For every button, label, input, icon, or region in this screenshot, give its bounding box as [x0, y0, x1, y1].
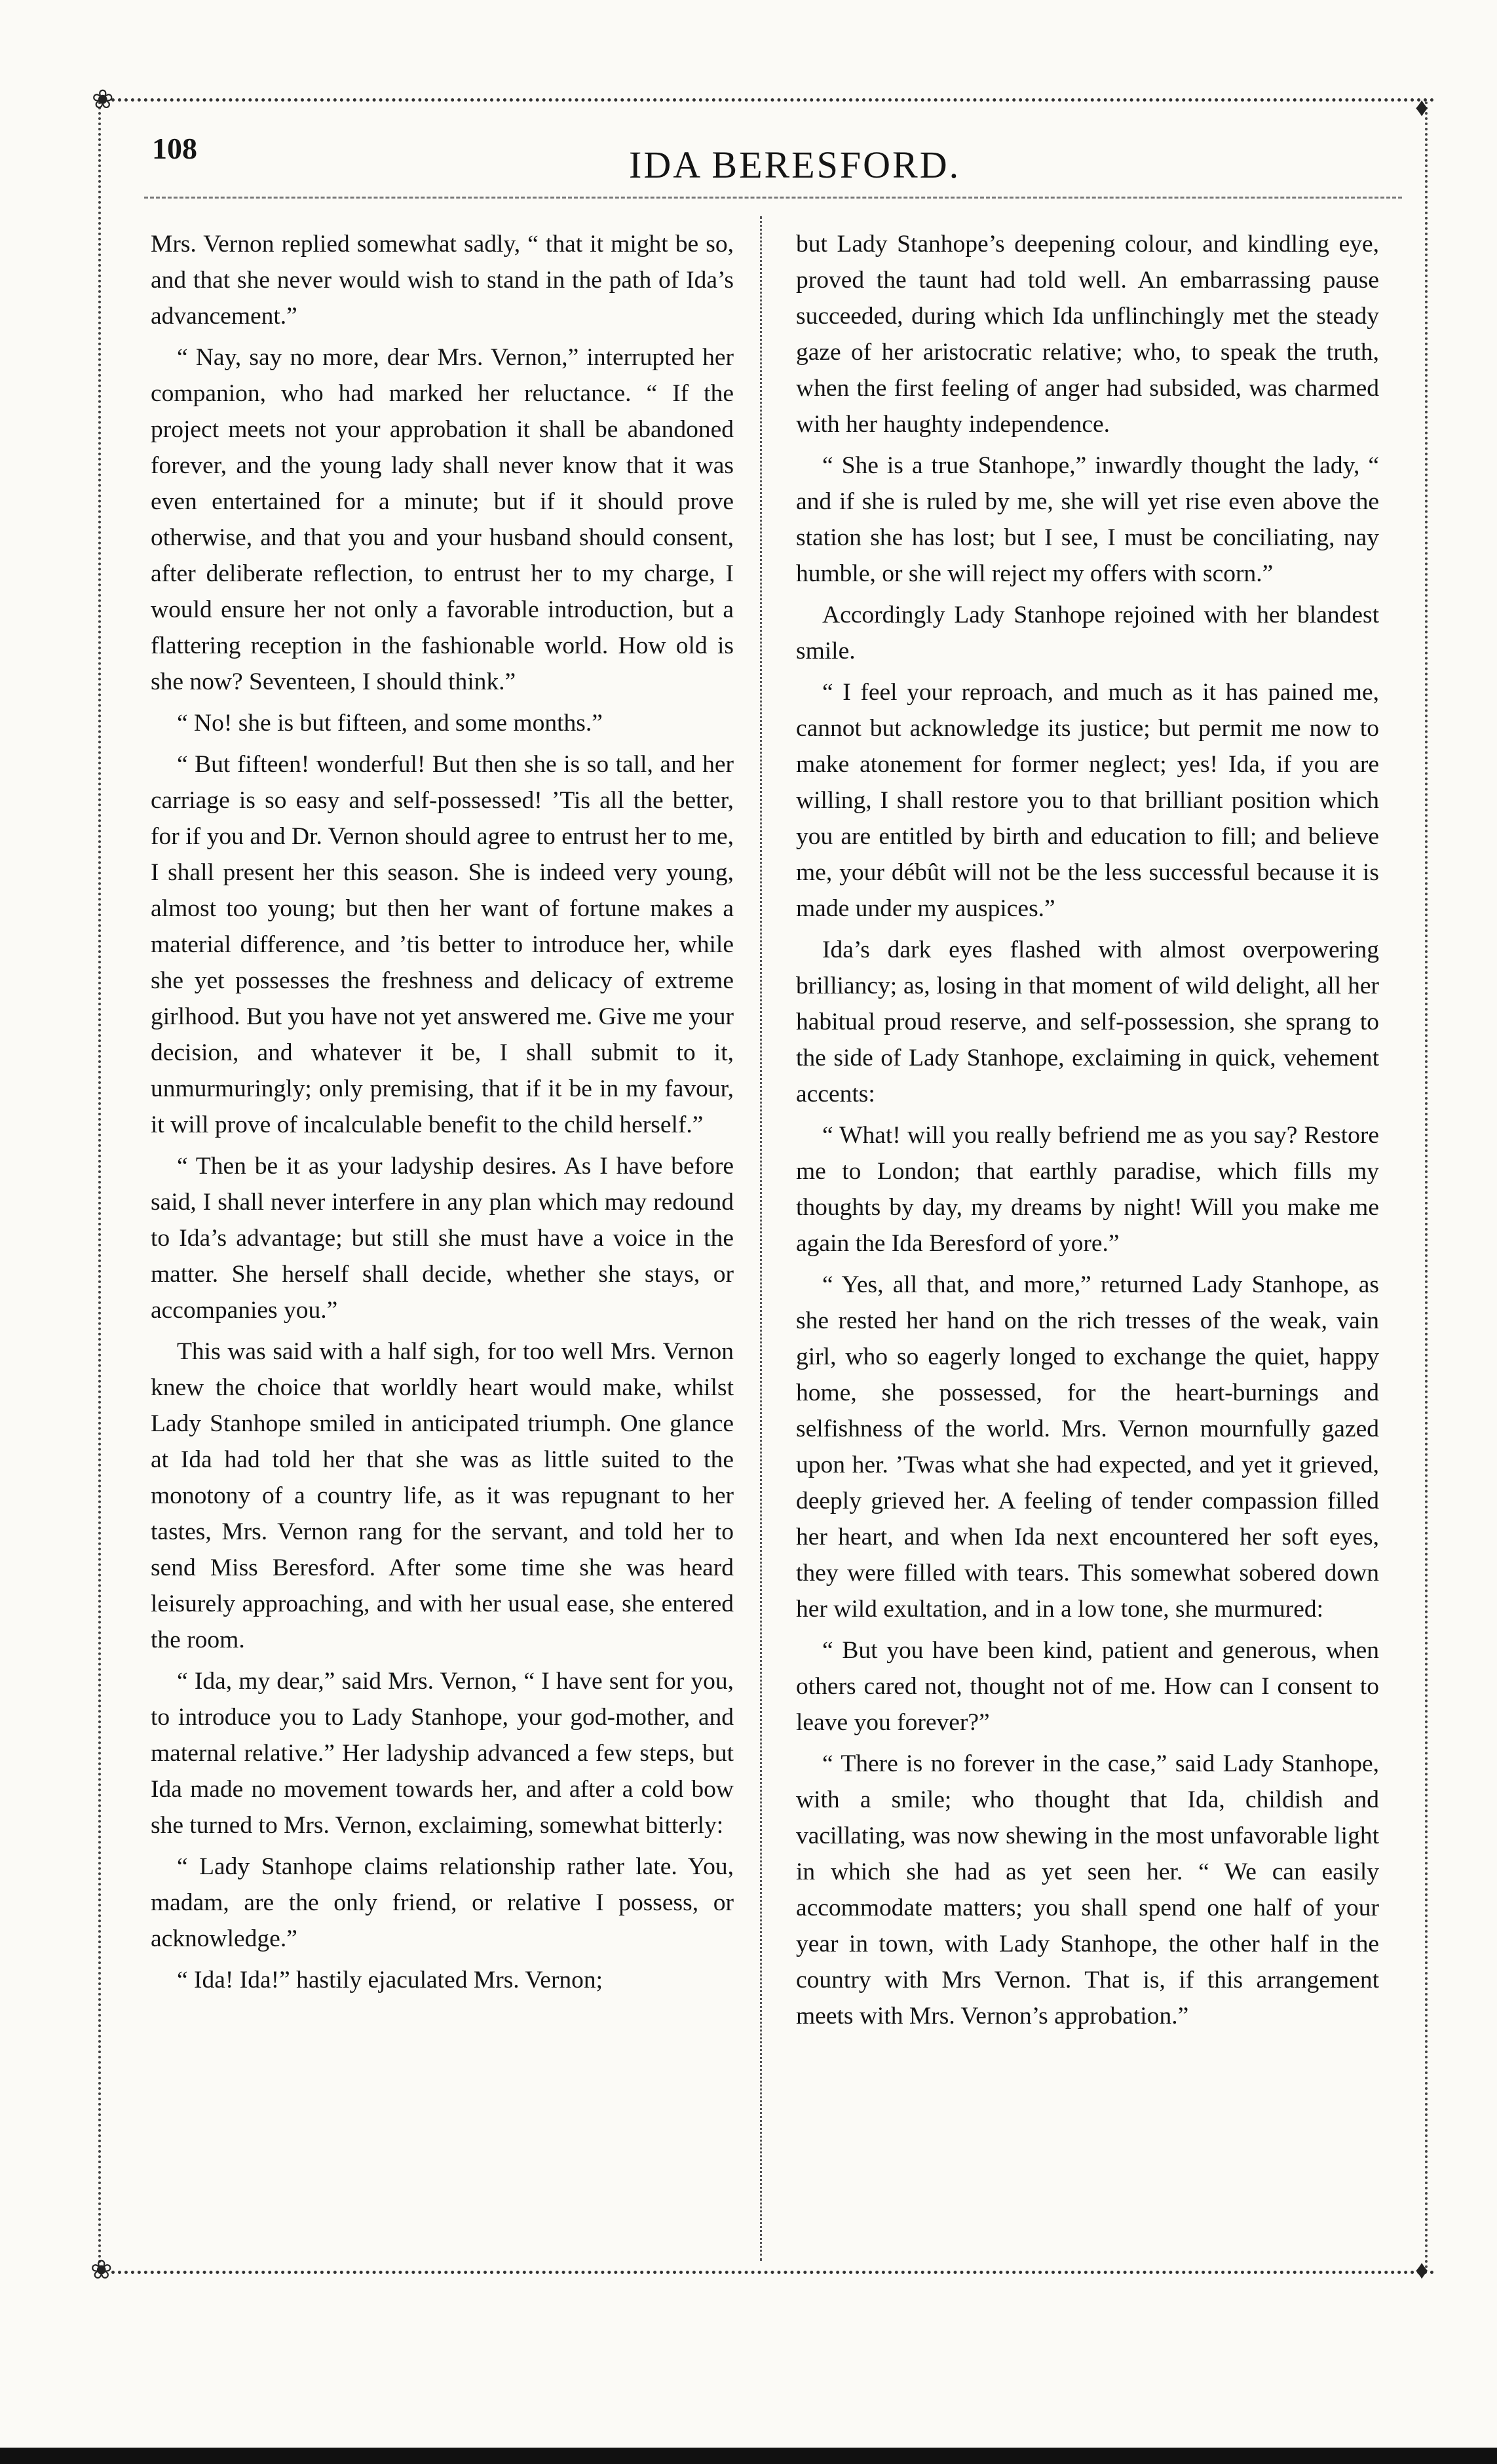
- paragraph: “ There is no forever in the case,” said Lady Stanhope, with a smile; who thought that Ida, childish and vacillating, was now shewing in the most unfavorable light in which she had as yet seen her. “ We can easily accommodate matters; you shall spend one half of your year in town, with Lady Stanhope, the other half in the country with Mrs Vernon. That is, if this arrangement meets with Mrs. Vernon’s approbation.”: [796, 1750, 1379, 2030]
- corner-ornament-icon: ♦: [1415, 2255, 1429, 2284]
- paragraph: “ But you have been kind, patient and generous, when others cared not, thought not of me. How can I consent to leave you forever?”: [796, 1637, 1379, 1736]
- paragraph: “ Yes, all that, and more,” returned Lady Stanhope, as she rested her hand on the rich tresses of the weak, vain girl, who so eagerly longed to exchange the quiet, happy home, she possessed, for the heart-burnings and selfishness of the world. Mrs. Vernon mournfully gazed upon her. ’Twas what she had expected, and yet it grieved, deeply grieved her. A feeling of tender compassion filled her heart, and when Ida next encountered her soft eyes, they were filled with tears. This somewhat sobered down her wild exultation, and in a low tone, she murmured:: [796, 1271, 1379, 1623]
- right-ornamental-border: [1425, 102, 1428, 2271]
- bottom-ornamental-border: [111, 2271, 1435, 2274]
- left-column: [151, 226, 734, 2258]
- paragraph: “ No! she is but fifteen, and some months.”: [177, 710, 603, 737]
- corner-ornament-icon: ❀: [92, 85, 114, 114]
- top-ornamental-border: [111, 98, 1435, 102]
- right-column: [796, 226, 1379, 2258]
- paragraph: “ Ida! Ida!” hastily ejaculated Mrs. Vernon;: [177, 1967, 603, 1993]
- paragraph: “ Then be it as your ladyship desires. As I have before said, I shall never interfere in any plan which may redound to Ida’s advantage; but still she must have a voice in the matter. She herself shall decide, whether she stays, or accompanies you.”: [151, 1153, 734, 1324]
- paragraph: Mrs. Vernon replied somewhat sadly, “ that it might be so, and that she never would wish to stand in the path of Ida’s advancement.”: [151, 231, 734, 330]
- paragraph: “ Nay, say no more, dear Mrs. Vernon,” interrupted her companion, who had marked her reluctance. “ If the project meets not your approbation it shall be abandoned forever, and the young lady shall never know that it was even entertained for a minute; but if it should prove otherwise, and that you and your husband should consent, after deliberate reflection, to entrust her to my charge, I would ensure her not only a favorable introduction, but a flattering reception in the fashionable world. How old is she now? Seventeen, I should think.”: [151, 344, 734, 695]
- left-ornamental-border: [98, 102, 101, 2271]
- paragraph: Accordingly Lady Stanhope rejoined with her blandest smile.: [796, 602, 1379, 664]
- running-title: IDA BERESFORD.: [629, 144, 961, 186]
- column-divider: [760, 216, 762, 2261]
- header-rule: [144, 197, 1402, 199]
- paragraph: “ Lady Stanhope claims relationship rather late. You, madam, are the only friend, or relative I possess, or acknowledge.”: [151, 1853, 734, 1952]
- paragraph: but Lady Stanhope’s deepening colour, and kindling eye, proved the taunt had told well. An embarrassing pause succeeded, during which Ida unflinchingly met the steady gaze of her aristocratic relative; who, to speak the truth, when the first feeling of anger had subsided, was charmed with her haughty independence.: [796, 231, 1379, 438]
- paragraph: “ But fifteen! wonderful! But then she is so tall, and her carriage is so easy and self-possessed! ’Tis all the better, for if you and Dr. Vernon should agree to entrust her to me, I shall present her this season. She is indeed very young, almost too young; but then her want of fortune makes a material difference, and ’tis better to introduce her, while she yet possesses the freshness and delicacy of extreme girlhood. But you have not yet answered me. Give me your decision, and whatever it be, I shall submit to it, unmurmuringly; only premising, that if it be in my favour, it will prove of incalculable benefit to the child herself.”: [151, 751, 734, 1138]
- page-number: 108: [152, 132, 197, 165]
- scan-edge: [0, 2448, 1497, 2464]
- corner-ornament-icon: ♦: [1415, 92, 1429, 122]
- corner-ornament-icon: ❀: [90, 2255, 113, 2284]
- paragraph: Ida’s dark eyes flashed with almost overpowering brilliancy; as, losing in that moment of wild delight, all her habitual proud reserve, and self-possession, she sprang to the side of Lady Stanhope, exclaiming in quick, vehement accents:: [796, 936, 1379, 1107]
- paragraph: “ What! will you really befriend me as you say? Restore me to London; that earthly paradise, which fills my thoughts by day, my dreams by night! Will you make me again the Ida Beresford of yore.”: [796, 1122, 1379, 1257]
- paragraph: “ She is a true Stanhope,” inwardly thought the lady, “ and if she is ruled by me, she will yet rise even above the station she has lost; but I see, I must be conciliating, nay humble, or she will reject my offers with scorn.”: [796, 452, 1379, 587]
- paragraph: “ I feel your reproach, and much as it has pained me, cannot but acknowledge its justice; but permit me now to make atonement for former neglect; yes! Ida, if you are willing, I shall restore you to that brilliant position which you are entitled by birth and education to fill; and believe me, your débût will not be the less successful because it is made under my auspices.”: [796, 679, 1379, 922]
- paragraph: “ Ida, my dear,” said Mrs. Vernon, “ I have sent for you, to introduce you to Lady Stanhope, your god-mother, and maternal relative.” Her ladyship advanced a few steps, but Ida made no movement towards her, and after a cold bow she turned to Mrs. Vernon, exclaiming, somewhat bitterly:: [151, 1668, 734, 1839]
- paragraph: This was said with a half sigh, for too well Mrs. Vernon knew the choice that worldly heart would make, whilst Lady Stanhope smiled in anticipated triumph. One glance at Ida had told her that she was as little suited to the monotony of a country life, as it was repugnant to her tastes, Mrs. Vernon rang for the servant, and told her to send Miss Beresford. After some time she was heard leisurely approaching, and with her usual ease, she entered the room.: [151, 1338, 734, 1653]
